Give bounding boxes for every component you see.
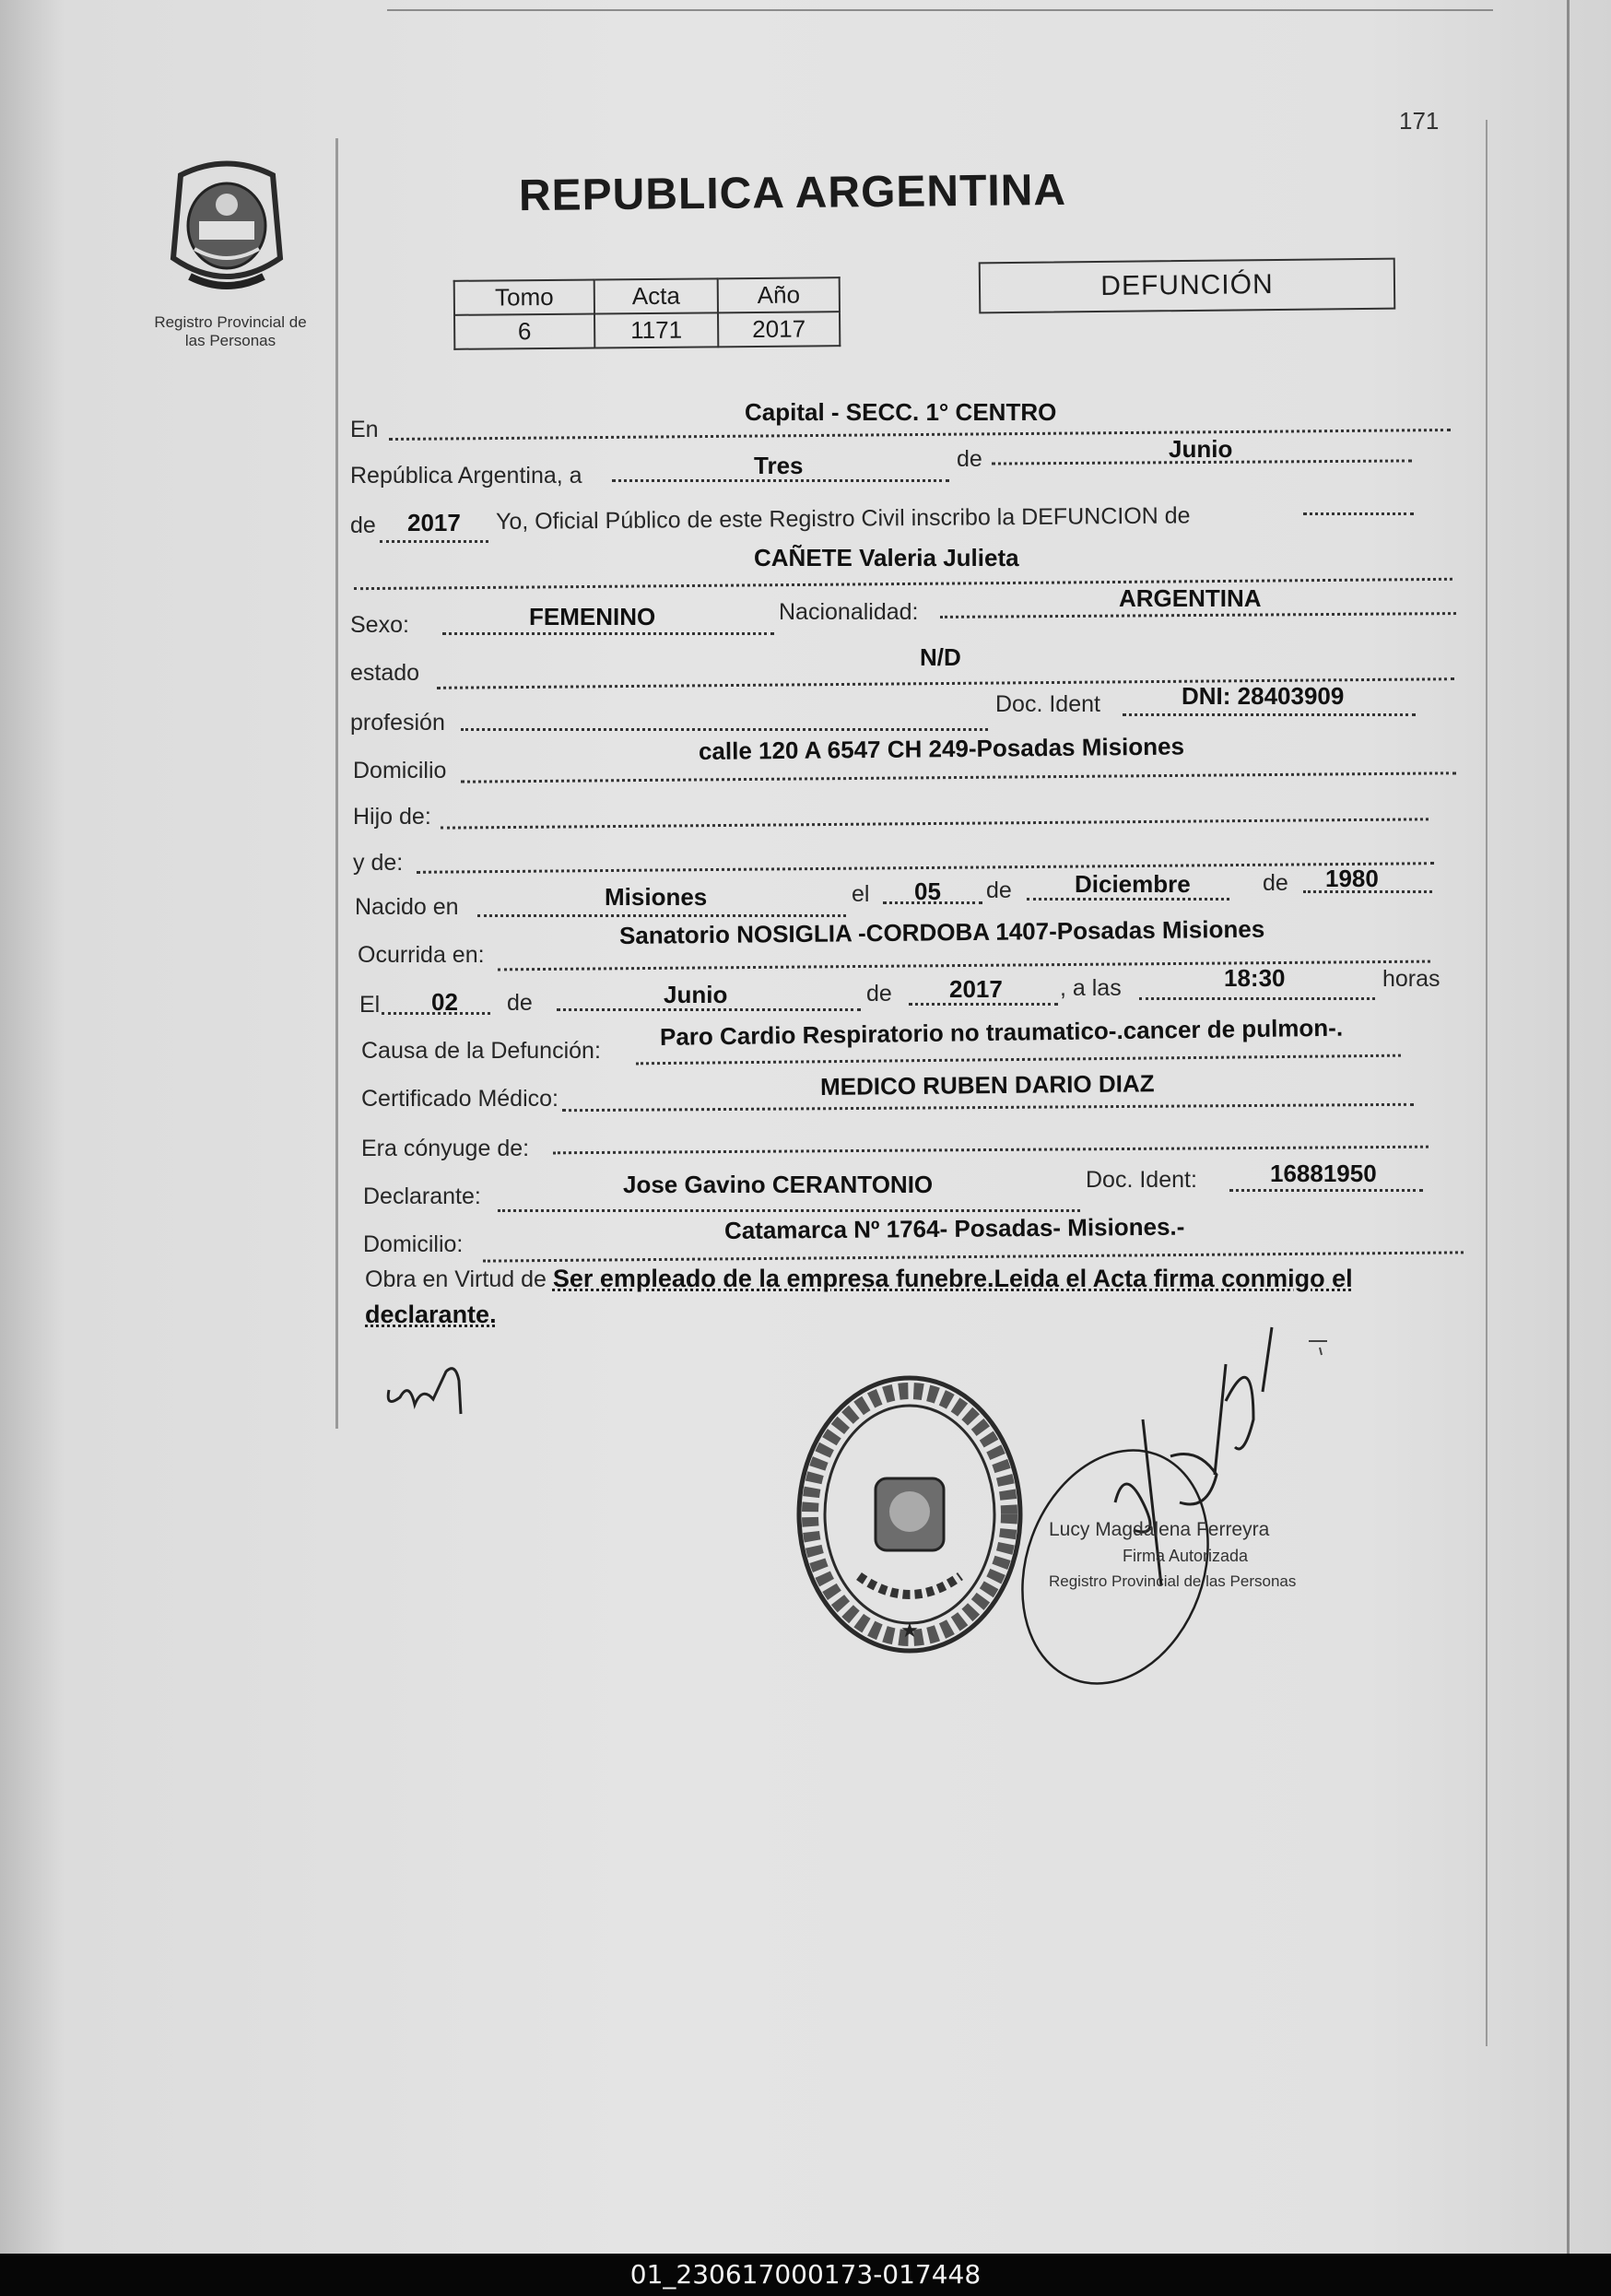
value-estado: N/D [920, 643, 961, 671]
line-en [389, 429, 1451, 441]
label-estado: estado [350, 660, 420, 686]
label-a-las: , a las [1060, 975, 1122, 1001]
signature-caption [1049, 1517, 1296, 1595]
value-nacionalidad: ARGENTINA [1119, 584, 1262, 612]
label-doc-ident: Doc. Ident [995, 691, 1100, 717]
registry-caption [129, 313, 332, 350]
page-number: 171 [1399, 107, 1440, 135]
label-de-6: de [866, 981, 892, 1007]
tomo-header: Tomo [454, 279, 594, 314]
label-doc-ident-2: Doc. Ident: [1086, 1167, 1197, 1193]
line-declarante-doc [1229, 1189, 1423, 1192]
label-declarante: Declarante: [363, 1183, 481, 1209]
label-hijo-de: Hijo de: [353, 804, 431, 830]
value-anio: 2017 [407, 509, 461, 536]
value-mes: Junio [1169, 435, 1233, 463]
label-de-2: de [350, 512, 376, 538]
label-domicilio: Domicilio [353, 758, 447, 783]
value-muerte-dia: 02 [431, 988, 458, 1016]
line-anio [380, 540, 488, 543]
label-el-2: El [359, 992, 381, 1018]
label-de-5: de [507, 990, 533, 1016]
value-nacido-mes: Diciembre [1075, 870, 1191, 898]
value-declarante-domicilio: Catamarca Nº 1764- Posadas- Misiones.- [723, 1212, 1185, 1244]
value-nacido-anio: 1980 [1325, 865, 1379, 892]
value-nombre: CAÑETE Valeria Julieta [754, 544, 1019, 571]
line-nombre [354, 578, 1452, 590]
line-defuncion-de [1303, 512, 1414, 515]
document-title: REPUBLICA ARGENTINA [518, 165, 1067, 221]
value-muerte-anio: 2017 [949, 975, 1003, 1003]
line-declarante [498, 1209, 1080, 1212]
line-profesion [461, 728, 988, 731]
signer-name: Lucy Magdalena Ferreyra [1049, 1519, 1270, 1540]
initials-signature-icon [382, 1353, 511, 1427]
value-sexo: FEMENINO [529, 603, 656, 630]
label-horas: horas [1382, 966, 1440, 992]
footer-id: 01_230617000173-017448 [0, 2254, 1611, 2296]
line-hijo-de [441, 818, 1429, 829]
value-muerte-mes: Junio [664, 981, 728, 1008]
line-muerte-hora [1139, 997, 1375, 1000]
label-domicilio-2: Domicilio: [363, 1231, 464, 1257]
line-ocurrida [498, 960, 1430, 971]
value-declarante-doc: 16881950 [1270, 1160, 1377, 1187]
label-nacionalidad: Nacionalidad: [779, 599, 919, 625]
line-certificado [562, 1103, 1414, 1112]
label-de-4: de [1263, 870, 1288, 896]
value-declarante: Jose Gavino CERANTONIO [623, 1171, 934, 1198]
svg-text:★: ★ [900, 1619, 919, 1642]
label-el-1: el [852, 881, 870, 907]
line-sexo [442, 632, 774, 635]
tomo-acta-table [453, 277, 841, 350]
tomo-value: 6 [454, 313, 594, 348]
value-certificado: MEDICO RUBEN DARIO DIAZ [819, 1069, 1155, 1101]
line-domicilio [461, 771, 1456, 783]
authorized-signature-icon [977, 1290, 1346, 1705]
signer-office: Registro Provincial de las Personas [1049, 1572, 1297, 1590]
provincial-seal-icon [162, 157, 291, 295]
value-nacido-lugar: Misiones [605, 883, 708, 911]
value-causa: Paro Cardio Respiratorio no traumatico-.cancer de pulmon-. [659, 1013, 1344, 1051]
line-causa [636, 1054, 1401, 1066]
page-edge-line [1567, 0, 1570, 2254]
label-en: En [350, 417, 379, 442]
acta-header: Acta [594, 278, 718, 313]
registry-line-2: las Personas [184, 332, 276, 349]
value-obra: Ser empleado de la empresa funebre.Leida el Acta firma conmigo el declarante. [365, 1265, 1353, 1328]
label-nacido-en: Nacido en [355, 894, 459, 920]
label-de-3: de [986, 877, 1012, 903]
line-conyuge [553, 1146, 1429, 1155]
label-yo-text: Yo, Oficial Público de este Registro Civil inscribo la DEFUNCION de [495, 502, 1191, 535]
value-lugar: Capital - SECC. 1° CENTRO [745, 398, 1057, 426]
label-causa: Causa de la Defunción: [361, 1038, 601, 1064]
label-certificado: Certificado Médico: [361, 1086, 559, 1112]
value-dia-texto: Tres [754, 452, 804, 479]
top-edge-line [387, 9, 1493, 11]
value-domicilio: calle 120 A 6547 CH 249-Posadas Misiones [698, 732, 1185, 765]
value-ocurrida: Sanatorio NOSIGLIA -CORDOBA 1407-Posadas Misiones [618, 914, 1265, 949]
label-republica: República Argentina, a [350, 463, 582, 489]
value-dni: DNI: 28403909 [1182, 682, 1345, 710]
signer-role: Firma Autorizada [1123, 1547, 1249, 1565]
label-profesion: profesión [350, 710, 445, 736]
value-nacido-dia: 05 [914, 877, 941, 905]
label-y-de: y de: [353, 850, 404, 876]
acta-value: 1171 [594, 312, 718, 347]
registry-line-1: Registro Provincial de [154, 313, 307, 331]
label-de-1: de [957, 446, 982, 472]
record-type-box: DEFUNCIÓN [979, 258, 1396, 314]
anio-value: 2017 [718, 312, 840, 347]
label-conyuge: Era cónyuge de: [361, 1136, 530, 1161]
right-margin-line [1486, 120, 1488, 2046]
line-nacido-lugar [477, 914, 846, 917]
label-sexo: Sexo: [350, 612, 409, 638]
value-muerte-hora: 18:30 [1224, 964, 1286, 992]
label-obra: Obra en Virtud de [365, 1266, 547, 1292]
label-ocurrida-en: Ocurrida en: [358, 942, 485, 968]
anio-header: Año [718, 277, 840, 312]
left-margin-line [335, 138, 338, 1429]
line-doc-ident [1123, 713, 1416, 716]
line-nacionalidad [940, 612, 1456, 618]
